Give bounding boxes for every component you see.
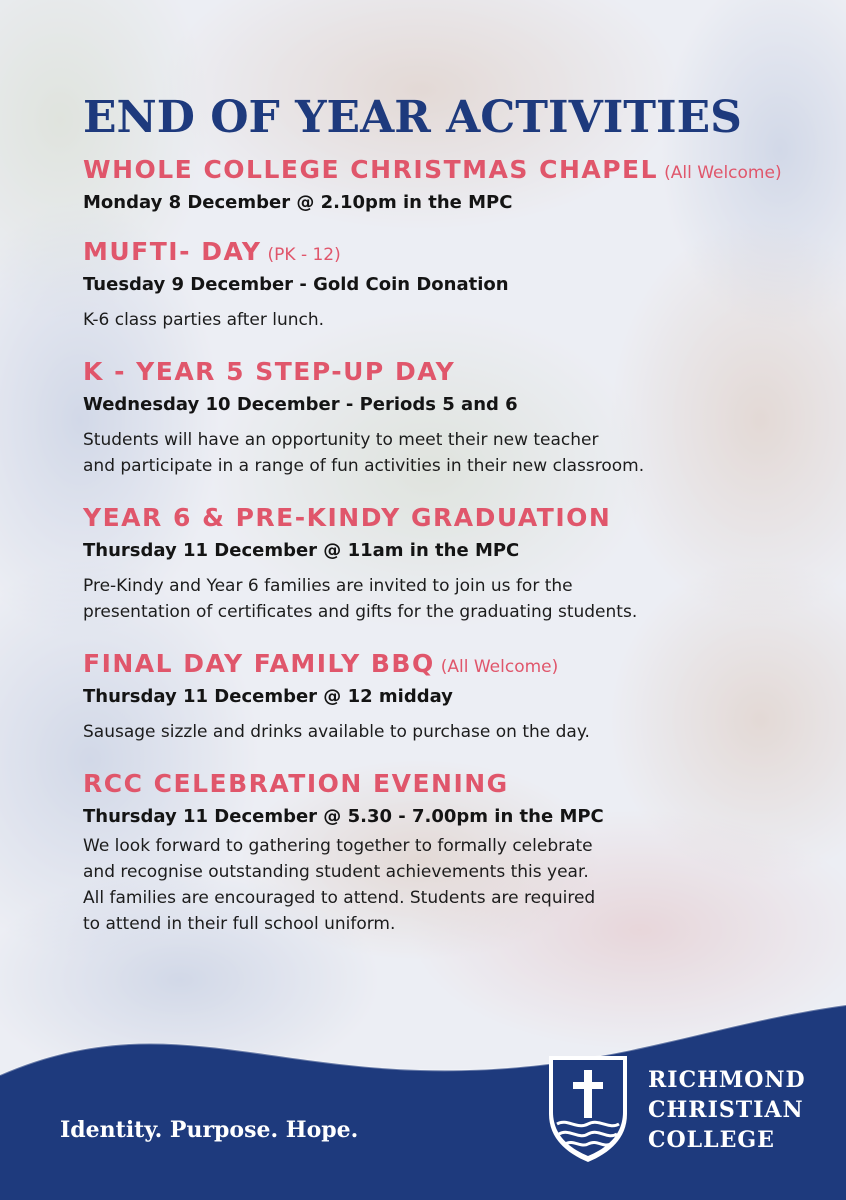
section-date: Thursday 11 December @ 11am in the MPC	[83, 540, 520, 561]
section-heading	[83, 767, 813, 804]
section-mufti-day	[83, 235, 813, 333]
page-title: END OF YEAR ACTIVITIES	[83, 92, 742, 143]
section-note: (PK - 12)	[267, 245, 341, 265]
section-description	[83, 307, 813, 333]
section-heading	[83, 501, 813, 538]
section-title: RCC CELEBRATION EVENING	[83, 769, 509, 798]
section-description	[83, 833, 813, 937]
section-heading	[83, 235, 813, 272]
description-line: We look forward to gathering together to formally celebrate	[83, 836, 593, 856]
section-heading	[83, 153, 813, 190]
description-line: and participate in a range of fun activities in their new classroom.	[83, 456, 645, 476]
description-line: Sausage sizzle and drinks available to purchase on the day.	[83, 722, 590, 742]
section-date: Tuesday 9 December - Gold Coin Donation	[83, 274, 509, 295]
section-title: K - YEAR 5 STEP-UP DAY	[83, 357, 456, 386]
description-line: K-6 class parties after lunch.	[83, 310, 325, 330]
section-heading	[83, 647, 813, 684]
section-family-bbq	[83, 647, 813, 745]
section-graduation	[83, 501, 813, 625]
section-step-up-day	[83, 355, 813, 479]
section-christmas-chapel	[83, 153, 813, 213]
shield-cross-icon	[543, 1052, 633, 1164]
section-note: (All Welcome)	[664, 163, 782, 183]
footer-tagline: Identity. Purpose. Hope.	[60, 1117, 359, 1143]
description-line: and recognise outstanding student achievements this year.	[83, 862, 589, 882]
section-note: (All Welcome)	[440, 657, 559, 677]
description-line: Pre-Kindy and Year 6 families are invited to join us for the	[83, 576, 573, 596]
section-description	[83, 427, 813, 479]
college-name-line: COLLEGE	[648, 1127, 775, 1153]
college-name-line: CHRISTIAN	[648, 1097, 804, 1123]
section-date: Thursday 11 December @ 5.30 - 7.00pm in the MPC	[83, 806, 604, 827]
section-title: FINAL DAY FAMILY BBQ	[83, 649, 435, 678]
section-description	[83, 573, 813, 625]
section-date: Monday 8 December @ 2.10pm in the MPC	[83, 192, 513, 213]
section-date: Thursday 11 December @ 12 midday	[83, 686, 453, 707]
main-content	[83, 92, 813, 959]
college-name	[648, 1065, 806, 1155]
description-line: Students will have an opportunity to meet their new teacher	[83, 430, 599, 450]
description-line: All families are encouraged to attend. Students are required	[83, 888, 596, 908]
section-heading	[83, 355, 813, 392]
section-celebration-evening	[83, 767, 813, 937]
section-title: YEAR 6 & PRE-KINDY GRADUATION	[83, 503, 612, 532]
section-title: MUFTI- DAY	[83, 237, 262, 266]
section-date: Wednesday 10 December - Periods 5 and 6	[83, 394, 518, 415]
section-description	[83, 719, 813, 745]
section-title: WHOLE COLLEGE CHRISTMAS CHAPEL	[83, 155, 659, 184]
college-name-line: RICHMOND	[648, 1067, 806, 1093]
description-line: to attend in their full school uniform.	[83, 914, 396, 934]
description-line: presentation of certificates and gifts for the graduating students.	[83, 602, 638, 622]
